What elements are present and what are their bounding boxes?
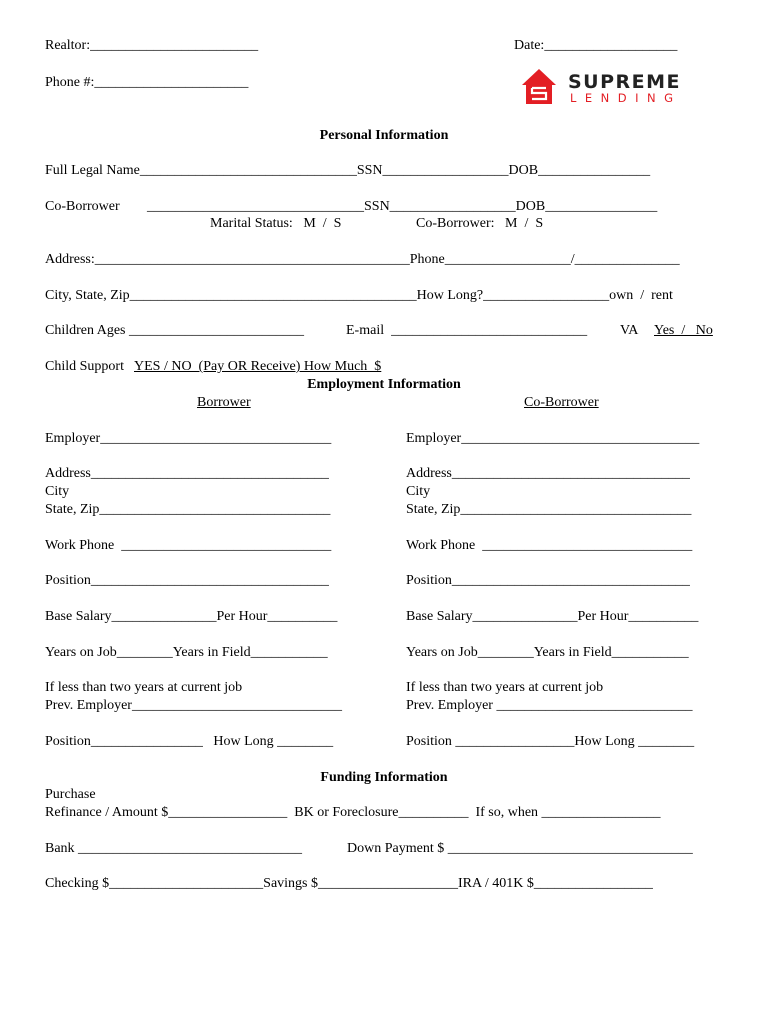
- purchase-option[interactable]: Purchase: [45, 787, 96, 802]
- phone-field[interactable]: Phone #:______________________: [45, 75, 249, 90]
- borrower-heading: Borrower: [197, 395, 251, 410]
- employment-info-title: Employment Information: [307, 377, 461, 392]
- borrower-prev-employer[interactable]: Prev. Employer______________________________: [45, 698, 342, 713]
- borrower-work-phone[interactable]: Work Phone ______________________________: [45, 538, 332, 553]
- coborrower-years[interactable]: Years on Job________Years in Field___________: [406, 645, 689, 660]
- accounts-row[interactable]: Checking $______________________Savings $____________________IRA / 401K $_________________: [45, 876, 653, 891]
- coborrower-employer[interactable]: Employer__________________________________: [406, 431, 700, 446]
- house-roof-icon: [522, 69, 556, 85]
- coborrower-prev-employer[interactable]: Prev. Employer ____________________________: [406, 698, 693, 713]
- borrower-state-zip[interactable]: State, Zip_________________________________: [45, 502, 331, 517]
- co-marital-status[interactable]: Co-Borrower: M / S: [416, 216, 544, 231]
- coborrower-position[interactable]: Position__________________________________: [406, 573, 690, 588]
- co-borrower-row[interactable]: _______________________________SSN__________________DOB________________: [147, 199, 658, 214]
- borrower-city[interactable]: City: [45, 484, 70, 499]
- coborrower-address[interactable]: Address__________________________________: [406, 466, 690, 481]
- child-support-label: Child Support: [45, 359, 124, 374]
- refinance-row[interactable]: Refinance / Amount $_________________ BK or Foreclosure__________ If so, when _________________: [45, 805, 661, 820]
- personal-info-title: Personal Information: [319, 128, 449, 143]
- borrower-less-two-years: If less than two years at current job: [45, 680, 243, 695]
- borrower-position[interactable]: Position__________________________________: [45, 573, 329, 588]
- child-support-options[interactable]: [134, 359, 496, 375]
- address-row[interactable]: Address:_____________________________________________Phone__________________/_______________: [45, 252, 680, 267]
- logo-supreme-text: SUPREME: [568, 71, 682, 93]
- logo-lending-text: LENDING: [570, 91, 682, 105]
- coborrower-work-phone[interactable]: Work Phone ______________________________: [406, 538, 693, 553]
- email-field[interactable]: E-mail ____________________________: [346, 323, 588, 338]
- co-borrower-heading: Co-Borrower: [524, 395, 599, 410]
- child-support-amount-blank[interactable]: [381, 359, 496, 375]
- funding-info-title: Funding Information: [320, 770, 448, 785]
- borrower-years[interactable]: Years on Job________Years in Field___________: [45, 645, 328, 660]
- borrower-salary[interactable]: Base Salary_______________Per Hour__________: [45, 609, 338, 624]
- full-legal-name-row[interactable]: Full Legal Name_______________________________SSN__________________DOB________________: [45, 163, 651, 178]
- coborrower-city[interactable]: City: [406, 484, 431, 499]
- borrower-address[interactable]: Address__________________________________: [45, 466, 329, 481]
- borrower-prev-position[interactable]: Position________________ How Long ________: [45, 734, 334, 749]
- down-payment-field[interactable]: Down Payment $ ___________________________________: [347, 841, 693, 856]
- city-state-zip-row[interactable]: City, State, Zip_________________________________________How Long?__________________own / rent: [45, 288, 673, 303]
- children-ages-field[interactable]: Children Ages _________________________: [45, 323, 304, 338]
- date-field[interactable]: Date:___________________: [514, 38, 678, 53]
- coborrower-prev-position[interactable]: Position _________________How Long ________: [406, 734, 695, 749]
- realtor-field[interactable]: Realtor:________________________: [45, 38, 259, 53]
- va-options[interactable]: Yes / No: [654, 323, 713, 338]
- va-label: VA: [620, 323, 639, 338]
- coborrower-less-two-years: If less than two years at current job: [406, 680, 604, 695]
- coborrower-state-zip[interactable]: State, Zip_________________________________: [406, 502, 692, 517]
- coborrower-salary[interactable]: Base Salary_______________Per Hour__________: [406, 609, 699, 624]
- child-support-options-text: YES / NO (Pay OR Receive) How Much $: [134, 359, 382, 374]
- supreme-lending-logo: [520, 66, 695, 106]
- borrower-employer[interactable]: Employer_________________________________: [45, 431, 332, 446]
- marital-status[interactable]: Marital Status: M / S: [210, 216, 342, 231]
- bank-field[interactable]: Bank ________________________________: [45, 841, 303, 856]
- co-borrower-label: Co-Borrower: [45, 199, 120, 214]
